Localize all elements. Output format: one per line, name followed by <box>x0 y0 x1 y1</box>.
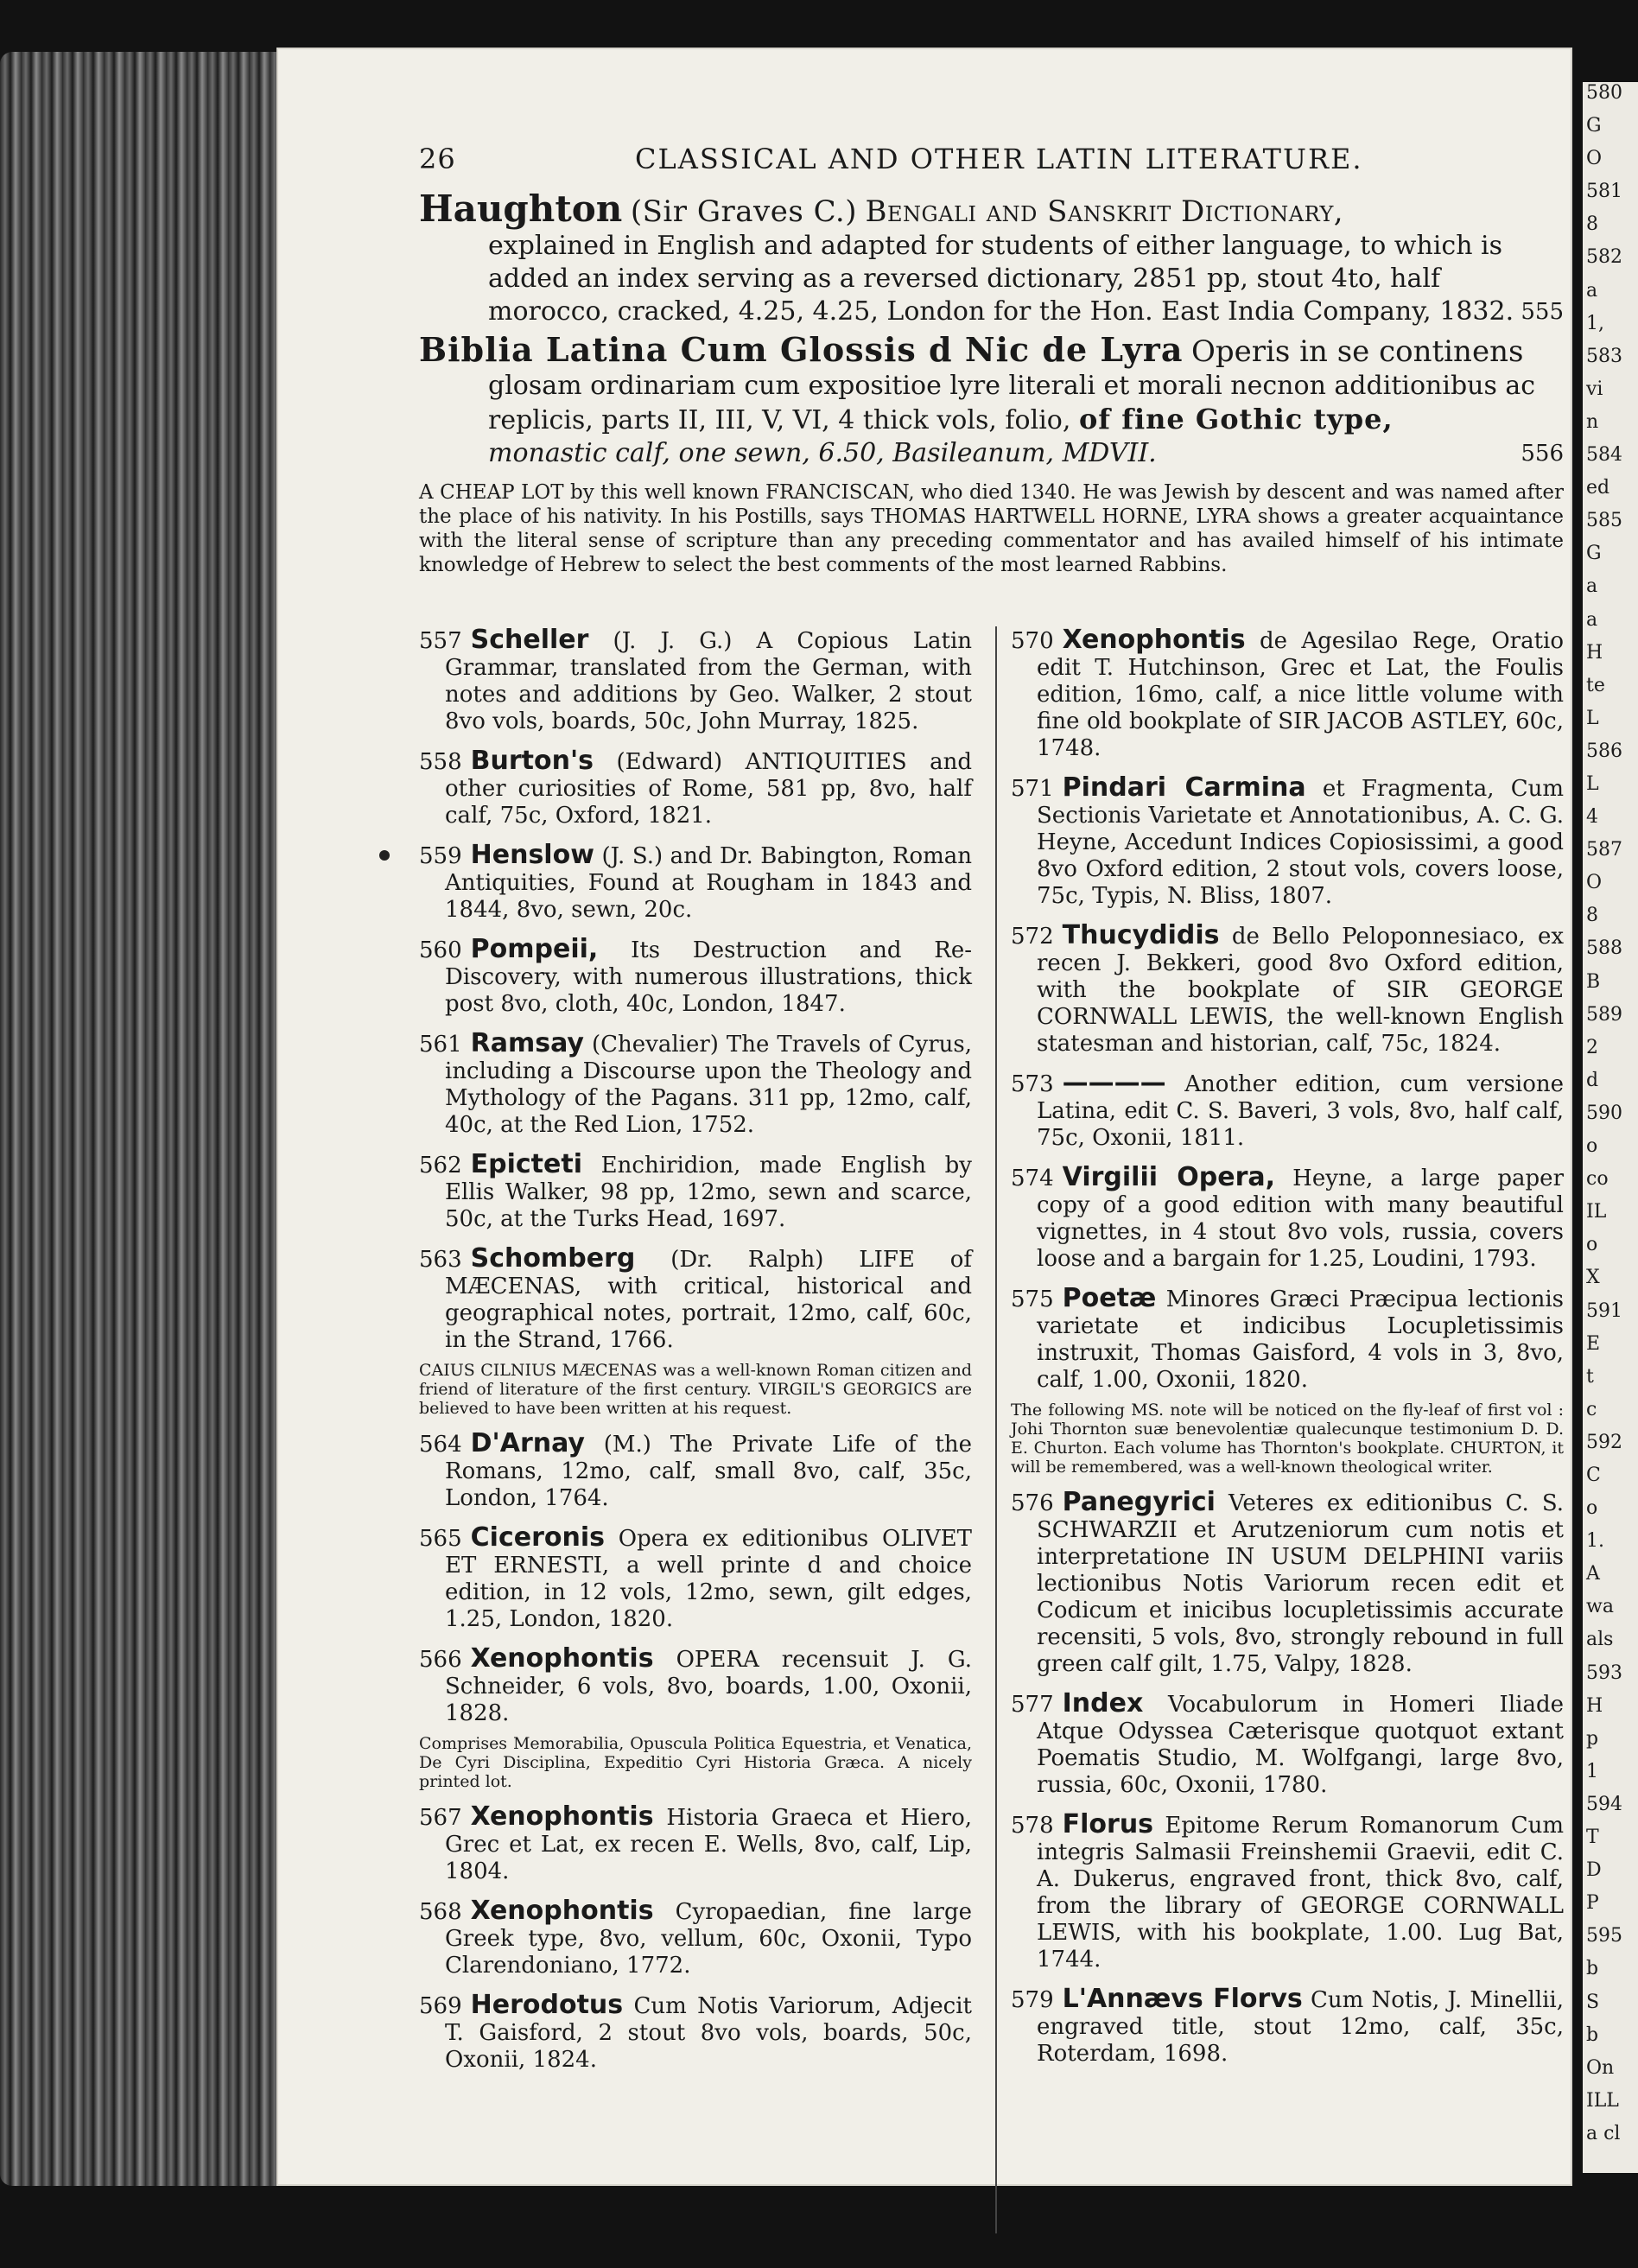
entry-number: 571 <box>1011 776 1054 802</box>
next-page-fragment: O <box>1586 148 1603 170</box>
entry-number: 574 <box>1011 1166 1054 1191</box>
catalog-entry <box>419 1151 972 1233</box>
entry-keyword: Virgilii Opera, <box>1062 1162 1276 1192</box>
entry-number: 565 <box>419 1526 462 1552</box>
next-page-fragment: 584 <box>1586 444 1622 467</box>
next-page-fragment: G <box>1586 115 1602 137</box>
entry-keyword: Pompeii, <box>470 934 599 964</box>
next-page-fragment: c <box>1586 1398 1597 1420</box>
entry-keyword: ———— <box>1062 1068 1166 1098</box>
entry-text: Cum Notis, J. Minellii, engraved title, stout 12mo, calf, 35c, Roterdam, 1698. <box>1037 1987 1564 2067</box>
next-page-fragment: t <box>1586 1365 1594 1388</box>
entry-number: 572 <box>1011 924 1054 950</box>
next-page-fragment: 8 <box>1586 905 1598 927</box>
next-page-fragment: 4 <box>1586 806 1598 829</box>
next-page-strip <box>1583 82 1638 2173</box>
catalog-entry <box>419 1645 972 1727</box>
next-page-fragment: 590 <box>1586 1102 1622 1124</box>
entry-keyword: Panegyrici <box>1062 1487 1216 1517</box>
next-page-fragment: L <box>1586 707 1599 729</box>
next-page-fragment: P <box>1586 1892 1599 1915</box>
entry-keyword: Xenophontis <box>1062 625 1246 655</box>
left-column <box>419 626 972 2086</box>
next-page-fragment: 1 <box>1586 1760 1598 1782</box>
entry-text: (J. S.) and Dr. Babington, Roman Antiquities, Found at Rougham in 1843 and 1844, 8vo, sewn, 20c. <box>445 843 973 923</box>
entry-keyword: Schomberg <box>470 1243 636 1274</box>
next-page-fragment: 2 <box>1586 1036 1598 1058</box>
entry-text: (J. J. G.) A Copious Latin Grammar, translated from the German, with notes and additions by Geo. Walker, 2 stout 8vo vols, boards, 50c, John Murray, 1825. <box>445 628 973 734</box>
entry-text: Epitome Rerum Romanorum Cum integris Salmasii Freinshemii Graevii, edit C. A. Dukerus, engraved front, thick 8vo, calf, from the library of GEORGE CORNWALL LEWIS, with his bookplate, 1.00. Lug Bat, 1744. <box>1037 1813 1564 1973</box>
entry-keyword: Ramsay <box>470 1028 584 1058</box>
next-page-fragment: b <box>1586 1958 1599 1980</box>
entry-text: Minores Græci Præcipua lectionis varietate et indicibus Locupletissimis instruxit, Thomas Gaisford, 4 vols in 3, 8vo, calf, 1.00, Oxonii, 1820. <box>1037 1286 1565 1393</box>
next-page-fragment: O <box>1586 872 1603 894</box>
entry-keyword: Scheller <box>470 625 589 655</box>
entry-keyword: Florus <box>1062 1809 1154 1839</box>
catalog-entry <box>419 626 972 735</box>
entry-number: 568 <box>419 1899 462 1925</box>
next-page-fragment: 583 <box>1586 345 1622 367</box>
entry-number: 566 <box>419 1647 462 1673</box>
column-divider <box>995 626 997 2233</box>
entry-number: 578 <box>1011 1813 1054 1839</box>
next-page-fragment: E <box>1586 1332 1601 1355</box>
entry-keyword: Ciceronis <box>470 1522 605 1553</box>
next-page-fragment: co <box>1586 1168 1609 1191</box>
next-page-fragment: wa <box>1586 1596 1614 1618</box>
entry-number: 561 <box>419 1032 462 1058</box>
catalog-entry <box>1011 1285 1564 1394</box>
entry-number: 562 <box>419 1153 462 1178</box>
entry-keyword: Index <box>1062 1688 1144 1718</box>
entry-text: (Edward) ANTIQUITIES and other curiosities of Rome, 581 pp, 8vo, half calf, 75c, Oxford, 1821. <box>445 749 972 829</box>
entry-text: Opera ex editionibus OLIVET ET ERNESTI, a well printe d and choice edition, in 12 vols, 12mo, sewn, gilt edges, 1.25, London, 1820. <box>445 1526 972 1632</box>
next-page-fragment: a cl <box>1586 2122 1621 2144</box>
lead-entry-name-rest: (Sir Graves C.) <box>630 194 857 229</box>
catalog-entry <box>1011 1070 1564 1152</box>
lead-entry-name-rest: Operis in se continens <box>1191 334 1524 369</box>
next-page-fragment: b <box>1586 2023 1599 2046</box>
entry-number: 559 <box>419 843 462 869</box>
entry-keyword: Herodotus <box>470 1990 624 2020</box>
next-page-fragment: 582 <box>1586 246 1622 269</box>
next-page-fragment: 595 <box>1586 1925 1622 1947</box>
two-column-listing <box>419 626 1564 2268</box>
next-page-fragment: a <box>1586 279 1598 302</box>
entry-text: (Chevalier) The Travels of Cyrus, including a Discourse upon the Theology and Mythology of the Pagans. 311 pp, 12mo, calf, 40c, at the Red Lion, 1752. <box>445 1032 973 1138</box>
catalog-entry <box>1011 922 1564 1058</box>
entry-text: Another edition, cum versione Latina, edit C. S. Baveri, 3 vols, 8vo, half calf, 75c, Oxonii, 1811. <box>1037 1071 1564 1151</box>
entry-keyword: Burton's <box>470 746 594 776</box>
entry-text: OPERA recensuit J. G. Schneider, 6 vols, 8vo, boards, 1.00, Oxonii, 1828. <box>445 1647 973 1726</box>
entry-keyword: Epicteti <box>470 1149 582 1179</box>
next-page-fragment: 587 <box>1586 839 1622 861</box>
page-content <box>419 134 1565 2073</box>
next-page-fragment: 591 <box>1586 1299 1622 1322</box>
entry-keyword: Xenophontis <box>470 1643 654 1674</box>
next-page-fragment: te <box>1586 674 1605 696</box>
entry-keyword: Pindari Carmina <box>1062 772 1306 803</box>
catalog-entry <box>419 842 972 924</box>
catalog-entry <box>1011 626 1564 762</box>
next-page-fragment: als <box>1586 1629 1614 1651</box>
page-number: 26 <box>419 143 456 175</box>
next-page-fragment: o <box>1586 1234 1598 1256</box>
lead-entry-note: A CHEAP LOT by this well known FRANCISCAN, who died 1340. He was Jewish by descent and was named after the place of his nativity. In his Postills, says THOMAS HARTWELL HORNE, LYRA shows a greater acquaintance with the literal sense of scripture than any preceding commentator and has availed himself of his intimate knowledge of Hebrew to select the best comments of the most learned Rabbins. <box>419 481 1564 576</box>
lead-entry-body-text: glosam ordinariam cum expositioe lyre literali et morali necnon additionibus ac replicis, parts II, III, V, VI, 4 thick vols, folio, <box>488 371 1536 435</box>
catalog-entry <box>419 1803 972 1885</box>
entry-number: 564 <box>419 1432 462 1458</box>
next-page-fragment: H <box>1586 641 1603 664</box>
lead-entry-number: 556 <box>1521 441 1564 467</box>
catalog-entry <box>1011 774 1564 910</box>
next-page-fragment: a <box>1586 608 1598 631</box>
entry-text: Historia Graeca et Hiero, Grec et Lat, ex recen E. Wells, 8vo, calf, Lip, 1804. <box>445 1805 972 1884</box>
next-page-fragment: 581 <box>1586 181 1622 203</box>
lead-entry-title: Bengali and Sanskrit Dictionary, <box>865 194 1344 229</box>
next-page-fragment: IL <box>1586 1201 1607 1223</box>
lead-entry-number: 555 <box>1521 299 1564 325</box>
next-page-fragment: 594 <box>1586 1793 1622 1815</box>
entry-number: 576 <box>1011 1490 1054 1516</box>
catalog-entry <box>419 936 972 1018</box>
next-page-fragment: p <box>1586 1727 1599 1750</box>
entry-note: CAIUS CILNIUS MÆCENAS was a well-known Roman citizen and friend of literature of the first century. VIRGIL'S GEORGICS are believed to have been written at his request. <box>419 1361 972 1418</box>
next-page-fragment: 588 <box>1586 937 1622 960</box>
next-page-fragment: 592 <box>1586 1431 1622 1453</box>
entry-number: 557 <box>419 628 462 654</box>
next-page-fragment: 585 <box>1586 510 1622 532</box>
catalog-entry <box>419 1245 972 1354</box>
entry-text: de Bello Peloponnesiaco, ex recen J. Bekkeri, good 8vo Oxford edition, with the bookplate of SIR GEORGE CORNWALL LEWIS, the well-known English statesman and historian, calf, 75c, 1824. <box>1037 924 1564 1057</box>
next-page-fragment: d <box>1586 1069 1599 1091</box>
entry-text: de Agesilao Rege, Oratio edit T. Hutchinson, Grec et Lat, the Foulis edition, 16mo, calf, a nice little volume with fine old bookplate of SIR JACOB ASTLEY, 60c, 1748. <box>1037 628 1564 761</box>
entry-text: Heyne, a large paper copy of a good edition with many beautiful vignettes, in 4 stout 8vo vols, russia, covers loose and a bargain for 1.25, Loudini, 1793. <box>1037 1166 1564 1272</box>
entry-text: (Dr. Ralph) LIFE of MÆCENAS, with critical, historical and geographical notes, portrait, 12mo, calf, 60c, in the Strand, 1766. <box>445 1247 973 1353</box>
next-page-fragment: 589 <box>1586 1003 1622 1026</box>
lead-entry-body: explained in English and adapted for students of either language, to which is added an index serving as a reversed dictionary, 2851 pp, stout 4to, half morocco, cracked, 4.25, 4.25, London for the Hon. East India Company, 1832. <box>488 231 1514 327</box>
lead-entry-body-end: monastic calf, one sewn, 6.50, Basileanum, MDVII. <box>488 438 1157 468</box>
next-page-fragment: L <box>1586 773 1599 795</box>
entry-text: et Fragmenta, Cum Sectionis Varietate et Annotationibus, A. C. G. Heyne, Accedunt Indices Copiosissimi, a good 8vo Oxford edition, 2 stout vols, covers loose, 75c, Typis, N. Bliss, 1807. <box>1037 776 1564 909</box>
entry-keyword: D'Arnay <box>470 1428 585 1458</box>
entry-number: 569 <box>419 1993 462 2019</box>
next-page-fragment: B <box>1586 970 1601 993</box>
catalog-entry <box>419 1430 972 1512</box>
next-page-fragment: H <box>1586 1694 1603 1717</box>
entry-number: 567 <box>419 1805 462 1831</box>
entry-keyword: Xenophontis <box>470 1801 654 1832</box>
next-page-fragment: ILL <box>1586 2089 1619 2112</box>
entry-keyword: Henslow <box>470 840 594 870</box>
catalog-entry <box>419 1897 972 1979</box>
catalog-entry <box>419 1030 972 1139</box>
entry-keyword: Poetæ <box>1062 1283 1157 1313</box>
next-page-fragment: X <box>1586 1267 1600 1289</box>
next-page-fragment: 586 <box>1586 740 1622 762</box>
entry-number: 579 <box>1011 1987 1054 2013</box>
entry-note: Comprises Memorabilia, Opuscula Politica Equestria, et Venatica, De Cyri Disciplina, Expeditio Cyri Historia Græca. A nicely printed lot. <box>419 1734 972 1791</box>
lead-entry-555 <box>419 187 1564 328</box>
entry-text: Its Destruction and Re-Discovery, with numerous illustrations, thick post 8vo, cloth, 40c, London, 1847. <box>445 937 973 1017</box>
lead-entry-name: Haughton <box>419 187 623 230</box>
catalog-entry <box>1011 1985 1564 2068</box>
next-page-fragment: T <box>1586 1826 1599 1849</box>
next-page-fragment: 580 <box>1586 82 1622 104</box>
entry-number: 577 <box>1011 1692 1054 1718</box>
book-page-edges <box>0 52 285 2186</box>
catalog-entry <box>1011 1690 1564 1799</box>
lead-entry-gothic-name: Biblia Latina Cum Glossis d Nic de Lyra <box>419 330 1184 369</box>
next-page-fragment: n <box>1586 410 1599 433</box>
margin-dot-mark <box>379 850 390 861</box>
entry-text: Cum Notis Variorum, Adjecit T. Gaisford, 2 stout 8vo vols, boards, 50c, Oxonii, 1824. <box>445 1993 973 2073</box>
next-page-fragment: ed <box>1586 477 1610 499</box>
catalog-entry <box>1011 1489 1564 1678</box>
entry-note: The following MS. note will be noticed on the fly-leaf of first vol : Johi Thornton suæ benevolentiæ qualecunque testimonium D. D. E. Churton. Each volume has Thornton's bookplate. CHURTON, it will be remembered, was a well-known theological writer. <box>1011 1401 1564 1477</box>
next-page-fragment: D <box>1586 1859 1602 1882</box>
entry-keyword: Thucydidis <box>1062 920 1220 950</box>
next-page-fragment: 1, <box>1586 312 1604 334</box>
next-page-fragment: o <box>1586 1497 1598 1520</box>
entry-text: Veteres ex editionibus C. S. SCHWARZII et Arutzeniorum cum notis et interpretatione IN USUM DELPHINI variis lectionibus Notis Variorum recen edit et Codicum et inicibus locupletissimis accurate recensiti, 5 vols, 8vo, strongly rebound in full green calf gilt, 1.75, Valpy, 1828. <box>1037 1490 1564 1677</box>
entry-keyword: Xenophontis <box>470 1896 654 1926</box>
entry-number: 563 <box>419 1247 462 1273</box>
next-page-fragment: vi <box>1586 378 1603 400</box>
next-page-fragment: o <box>1586 1135 1598 1158</box>
next-page-fragment: S <box>1586 1991 1600 2013</box>
entry-text: Cyropaedian, fine large Greek type, 8vo, vellum, 60c, Oxonii, Typo Clarendoniano, 1772. <box>445 1899 973 1979</box>
entry-number: 560 <box>419 937 462 963</box>
entry-number: 573 <box>1011 1071 1054 1097</box>
next-page-fragment: 1. <box>1586 1530 1604 1553</box>
catalog-entry <box>1011 1811 1564 1973</box>
next-page-fragment: A <box>1586 1563 1600 1585</box>
next-page-fragment: G <box>1586 543 1602 565</box>
running-header <box>419 134 1564 186</box>
catalog-entry <box>1011 1164 1564 1273</box>
entry-number: 570 <box>1011 628 1054 654</box>
catalog-entry <box>419 1992 972 2074</box>
next-page-fragment: a <box>1586 575 1598 598</box>
next-page-fragment: C <box>1586 1464 1601 1486</box>
entry-number: 575 <box>1011 1286 1054 1312</box>
catalog-entry <box>419 1524 972 1633</box>
page-title: CLASSICAL AND OTHER LATIN LITERATURE. <box>635 143 1363 175</box>
catalog-entry <box>419 747 972 829</box>
gothic-phrase: of fine Gothic type, <box>1078 403 1394 435</box>
entry-number: 558 <box>419 749 462 775</box>
entry-text: (M.) The Private Life of the Romans, 12mo, calf, small 8vo, calf, 35c, London, 1764. <box>445 1432 972 1511</box>
entry-keyword: L'Annævs Florvs <box>1062 1984 1303 2014</box>
right-column <box>1011 626 1564 2080</box>
next-page-fragment: On <box>1586 2056 1615 2079</box>
lead-entry-556 <box>419 330 1564 577</box>
entry-text: Enchiridion, made English by Ellis Walker, 98 pp, 12mo, sewn and scarce, 50c, at the Turks Head, 1697. <box>445 1153 972 1232</box>
next-page-fragment: 8 <box>1586 213 1598 236</box>
entry-text: Vocabulorum in Homeri Iliade Atque Odyssea Cæterisque quotquot extant Poematis Studio, M. Wolfgangi, large 8vo, russia, 60c, Oxonii, 1780. <box>1037 1692 1564 1798</box>
next-page-fragment: 593 <box>1586 1661 1622 1684</box>
